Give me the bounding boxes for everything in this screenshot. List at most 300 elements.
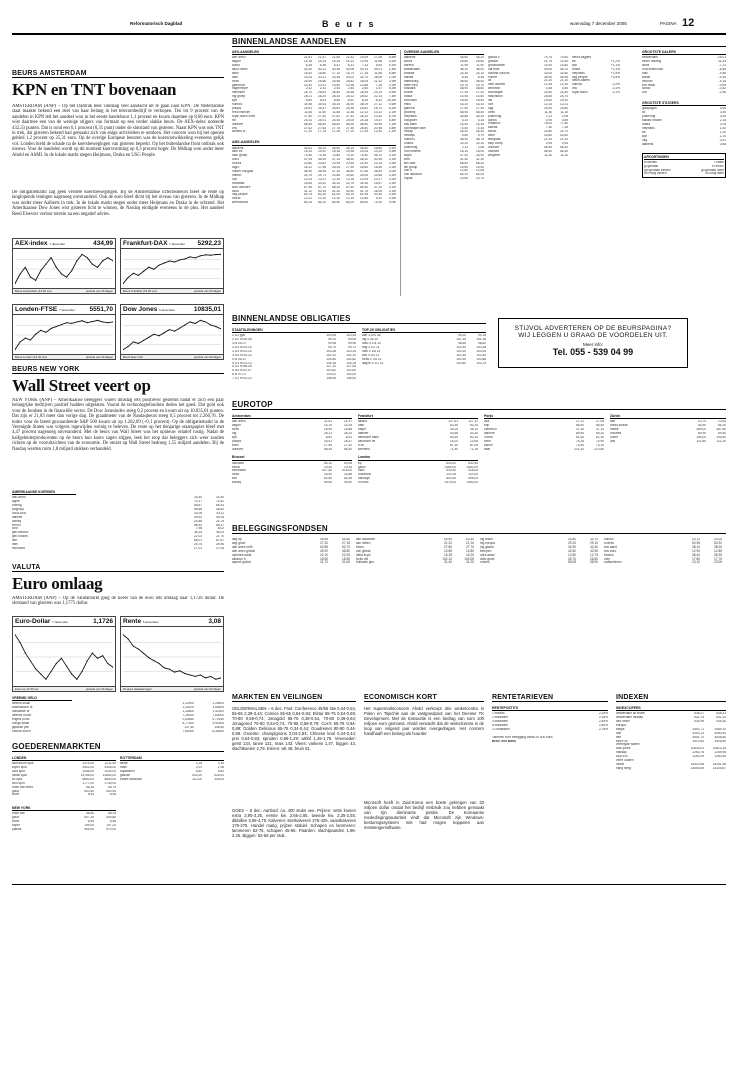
row-value: 507,30 xyxy=(84,816,94,820)
goederen-subtable xyxy=(12,806,116,832)
row-label: hagemeyer xyxy=(232,87,248,91)
row-value: 28,80 xyxy=(374,146,382,150)
row-value: 27,50 xyxy=(304,114,312,118)
data-point xyxy=(205,321,206,322)
data-point xyxy=(200,255,201,256)
row-value: 17,49 xyxy=(360,130,368,134)
row-label: hsbc xyxy=(358,469,365,473)
row-value: 10835,01 xyxy=(690,747,704,751)
row-value: 41,75 xyxy=(360,189,368,193)
chart-dowjones xyxy=(120,304,224,360)
row-label: hunter xyxy=(488,75,498,79)
row-value: 43,30 xyxy=(470,431,478,435)
grootste-block xyxy=(642,50,726,310)
row-value: 1,57 xyxy=(375,87,382,91)
eurotop-londen xyxy=(358,462,478,485)
row-label: sns aand xyxy=(604,544,617,549)
row-label: groothandel xyxy=(488,63,505,67)
row-label: philips xyxy=(232,439,242,443)
row-value: 1,52 xyxy=(719,127,726,130)
row-value: 2,41 xyxy=(319,87,326,91)
row-value: 100,88 xyxy=(476,357,486,361)
row-label: crucell xyxy=(232,162,242,166)
row-value: 434,99 xyxy=(694,720,704,724)
row-value: 27,98 xyxy=(318,166,326,170)
row-value: 28,1m xyxy=(387,99,396,103)
row-value: 34,01 xyxy=(374,67,382,71)
eurotop-frankfurt xyxy=(358,420,478,451)
data-point xyxy=(81,671,82,672)
row-value: 56,30 xyxy=(560,149,568,153)
row-value: 23,19 xyxy=(374,91,382,95)
row-value: 8,51 xyxy=(345,435,352,439)
row-value: 47,15 xyxy=(332,158,340,162)
table-row xyxy=(642,143,726,147)
row-value: 74,42 xyxy=(216,500,224,504)
row-value: 12,13 xyxy=(360,110,368,114)
row-value: 12,35 xyxy=(544,83,552,87)
data-point xyxy=(76,260,77,261)
row-value: 61,00 xyxy=(332,193,340,197)
row-value: 1740,00 xyxy=(104,781,116,785)
row-value: 43,20 xyxy=(460,103,468,107)
data-point xyxy=(81,254,82,255)
row-value: 11,64 xyxy=(304,110,312,114)
row-label: 12 maanden xyxy=(492,727,510,731)
row-value: 12,21 xyxy=(560,102,568,106)
data-point xyxy=(76,321,77,322)
row-value: 17,28 xyxy=(332,130,340,134)
row-value: 12,21 xyxy=(318,177,326,181)
row-label: l'oreal xyxy=(484,435,493,439)
row-value: 0,95 xyxy=(545,141,552,145)
row-value: 73,40 xyxy=(576,443,584,447)
row-value: 19,70 xyxy=(476,83,484,87)
row-label: deense kroon xyxy=(12,713,32,717)
chart-source: Beurs Frankfurt (13.30 uur) xyxy=(123,289,157,293)
row-label: unit 4 xyxy=(404,169,412,173)
row-value: 61,60 xyxy=(576,435,584,439)
row-value: 29,30 xyxy=(560,98,568,102)
data-point xyxy=(153,334,154,335)
row-label: zilver xyxy=(12,820,20,824)
row-label: numico xyxy=(572,83,583,87)
data-point xyxy=(174,261,175,262)
row-value: 69,90 xyxy=(698,431,706,435)
row-value: 21,52 xyxy=(346,56,354,60)
chart-date: 7 december xyxy=(59,308,75,312)
row-value: 7,4m xyxy=(388,95,396,99)
row-value: 87,05 xyxy=(470,443,478,447)
row-value: -4,44 xyxy=(718,75,726,79)
afkortingen-table xyxy=(644,161,724,177)
row-value: 14,60 xyxy=(476,95,484,99)
row-label: ctac xyxy=(642,71,648,75)
row-label: nasdaq xyxy=(616,751,627,755)
row-value: 7,40 xyxy=(545,126,552,130)
row-value: 8,48 xyxy=(109,793,116,797)
row-value: 0,90 xyxy=(545,118,552,122)
row-value: 79,50 xyxy=(560,56,568,59)
row-value: 14,80 xyxy=(544,130,552,134)
row-value: 2211,50 xyxy=(104,762,116,766)
row-value: 127,61 xyxy=(448,420,458,424)
rentetarieven-note: Tarieven voor belegging vanaf 25.000 euro. xyxy=(492,735,554,739)
data-point xyxy=(148,657,149,658)
row-label: verenigde staten xyxy=(616,743,640,747)
data-point xyxy=(205,254,206,255)
indexen-table xyxy=(616,712,726,771)
table-row xyxy=(232,201,396,205)
row-value: 11,60 xyxy=(318,110,326,114)
row-label: koper xyxy=(12,823,20,827)
row-label: asn aandelen xyxy=(356,538,376,541)
row-value: 47,10 xyxy=(332,169,340,173)
row-value: 26,75 xyxy=(194,543,202,547)
row-value: 26,70 xyxy=(304,91,312,95)
row-value: 105,15 xyxy=(346,361,356,365)
row-value: 47,65 xyxy=(360,169,368,173)
chart-date: 7 december xyxy=(169,242,186,246)
staatsleningen-block xyxy=(232,328,356,394)
row-label: heijmans xyxy=(572,71,585,75)
indexen-block xyxy=(616,706,726,846)
row-label: nikkei xyxy=(616,762,625,766)
data-point xyxy=(143,653,144,654)
row-value: 27,64 xyxy=(318,126,326,130)
row-label: delta lloyd xyxy=(356,552,371,557)
row-value: 26,84 xyxy=(332,91,340,95)
row-value: 104,05 xyxy=(464,556,474,561)
row-value: 46,80 xyxy=(360,146,368,150)
row-label: amsterdam all share xyxy=(616,712,645,716)
section-title: B e u r s xyxy=(322,19,376,29)
row-value: 14,90 xyxy=(544,63,552,67)
row-label: aalberts xyxy=(642,142,654,146)
row-value: 14,85 xyxy=(444,548,452,553)
row-value: 36,09 xyxy=(360,103,368,107)
row-label: tkh group xyxy=(404,165,418,169)
row-label: coca-cola xyxy=(12,511,26,515)
eurotop-londen-head: Londen xyxy=(358,455,478,460)
row-label: gamma xyxy=(404,106,415,110)
row-value: -6,55 xyxy=(718,67,726,71)
valuta-headline: Euro omlaag xyxy=(12,574,103,593)
data-point xyxy=(20,341,21,342)
markten-header: MARKTEN EN VEILINGEN xyxy=(232,694,356,702)
grootste-dalers-head: GROOTSTE DALERS xyxy=(642,50,726,55)
row-label: tnt xyxy=(642,130,646,134)
data-point xyxy=(51,257,52,258)
row-value: 26,80 xyxy=(460,60,468,64)
row-value: 930,50 xyxy=(446,469,456,473)
overige-aandelen-block-2 xyxy=(488,56,568,296)
beurs-amsterdam-header: BEURS AMSTERDAM xyxy=(12,70,224,78)
row-value: 0,1m xyxy=(388,193,396,197)
row-label: bever xyxy=(356,544,364,549)
row-value: 103,02 xyxy=(326,373,336,377)
row-value: 25,82 xyxy=(360,106,368,110)
row-label: rolinco xyxy=(604,538,614,541)
row-label: ordina xyxy=(404,142,413,146)
eurotop-block-3 xyxy=(484,414,604,514)
row-value: 64,00 xyxy=(476,173,484,177)
row-value: 12,15 xyxy=(346,197,354,201)
row-label: kas bank xyxy=(404,122,417,126)
row-value: 26,60 xyxy=(476,60,484,64)
row-value: 58,40 xyxy=(318,122,326,126)
row-value: 0,70150 xyxy=(212,717,224,721)
row-value: 37,30 xyxy=(576,428,584,432)
row-value: 34,98 xyxy=(304,103,312,107)
row-label: ftse xyxy=(616,735,622,739)
row-value: 30,30 xyxy=(374,193,382,197)
chart-source: Beurs New York xyxy=(123,355,143,359)
row-value: 21,20 xyxy=(544,79,552,83)
row-value: 103,75 xyxy=(476,361,486,365)
row-value: -3,99 xyxy=(718,83,726,87)
row-value: 63,54 xyxy=(444,538,452,541)
row-value: -7,21 xyxy=(718,64,726,68)
row-value: 8,60 xyxy=(325,435,332,439)
data-point xyxy=(107,663,108,664)
row-value: 63,10 xyxy=(470,424,478,428)
row-value: 42,60 xyxy=(568,548,576,553)
eurotop-block-1 xyxy=(232,414,352,514)
row-value: 9,92 xyxy=(375,197,382,201)
row-label: heijmans xyxy=(642,127,655,130)
valuta-header: VALUTA xyxy=(12,564,224,572)
row-value: 1,32800 xyxy=(182,710,194,714)
goederen-subtable-head: LONDEN xyxy=(12,756,116,761)
fondsen-column xyxy=(356,538,474,565)
row-value: 27,62 xyxy=(332,114,340,118)
row-value: 67,70 xyxy=(318,185,326,189)
eurotop-parijs xyxy=(484,420,604,451)
row-label: hoogvliet xyxy=(404,118,417,122)
data-point xyxy=(35,280,36,281)
data-point xyxy=(92,652,93,653)
top25-head: TOP-25 OBLIGATIES xyxy=(362,328,486,333)
row-value: 74,50 xyxy=(460,126,468,130)
row-value: 24,86 xyxy=(194,519,202,523)
row-value: 28,30 xyxy=(332,95,340,99)
row-value: 61,30 xyxy=(596,435,604,439)
table-row xyxy=(484,448,604,452)
table-row xyxy=(572,91,636,95)
row-value: 11,20 xyxy=(560,110,568,114)
row-value: 74,17 xyxy=(194,500,202,504)
row-value: 14,25 xyxy=(344,424,352,428)
row-value: 27,20 xyxy=(320,540,328,545)
row-value: 505,80 xyxy=(106,816,116,820)
staatsleningen-table xyxy=(232,334,356,381)
chart-title: Euro-Dollar xyxy=(15,618,51,625)
row-label: sns reaal xyxy=(642,83,655,87)
row-value: l=laten xyxy=(714,160,724,164)
row-value: 8,02 xyxy=(217,527,224,531)
row-label: boskalis xyxy=(404,87,416,91)
ftse-line-chart xyxy=(15,316,113,354)
row-value: 53,95 xyxy=(692,540,700,545)
row-value: 74,20 xyxy=(346,154,354,158)
row-label: 2 1/2 nl 06-08 xyxy=(232,338,252,342)
row-value: 3,40 xyxy=(719,111,726,115)
data-point xyxy=(195,257,196,258)
table-row xyxy=(120,778,224,782)
row-value: 18,00 xyxy=(476,149,484,153)
top25-block xyxy=(362,328,486,394)
row-value: 48,70 xyxy=(374,154,382,158)
data-point xyxy=(215,326,216,327)
row-label: telegraaf xyxy=(488,138,501,142)
row-value: 20,62 xyxy=(318,162,326,166)
row-value: 40,13 xyxy=(360,67,368,71)
row-value: 0,8m xyxy=(388,126,396,130)
row-label: sanofi xyxy=(484,443,493,447)
row-value: 1465,00 xyxy=(444,465,456,469)
ad-line-3: Meer info: xyxy=(582,342,603,347)
row-value: 26,90 xyxy=(476,153,484,157)
row-value: 387,50 xyxy=(716,428,726,432)
row-value: 12,22 xyxy=(304,197,312,201)
row-value: 26,95 xyxy=(360,91,368,95)
row-value: 60,75 xyxy=(304,193,312,197)
row-label: allianz xyxy=(358,420,368,424)
row-value: 102,12 xyxy=(326,353,336,357)
row-value: 71,15 xyxy=(470,447,478,451)
row-label: bnp xyxy=(484,424,490,428)
row-value: 69,50 xyxy=(718,431,726,435)
row-label: rabo 3 1/4 10 xyxy=(362,342,381,346)
row-value: 0,0m xyxy=(388,201,396,205)
row-value: 33,00 xyxy=(544,71,552,75)
row-value: 3405,80 xyxy=(714,739,726,743)
row-value: 11,86 xyxy=(374,60,382,64)
row-label: oce xyxy=(488,102,494,106)
row-label: samas xyxy=(488,126,498,130)
row-value: 101,30 xyxy=(456,338,466,342)
row-value: 9,91500 xyxy=(212,721,224,725)
row-value: 44,90 xyxy=(476,130,484,134)
grootste-dalers-table xyxy=(642,56,726,95)
row-value: 199,00 xyxy=(84,823,94,827)
row-value: 46,80 xyxy=(346,169,354,173)
row-value: 2,01 xyxy=(195,766,202,770)
row-value: 7,26000 xyxy=(182,713,194,717)
row-value: 11,90 xyxy=(476,64,484,68)
row-value: 28,12 xyxy=(346,95,354,99)
row-value: 25,31 xyxy=(304,118,312,122)
row-value: 21,10 xyxy=(560,79,568,83)
row-value: 18,60 xyxy=(320,556,328,561)
overige-aandelen-table-1 xyxy=(404,56,484,181)
row-value: 2,08 xyxy=(561,114,568,118)
row-value: 103,28 xyxy=(326,349,336,353)
row-value: 10,88 xyxy=(360,83,368,87)
eurotop-brussel xyxy=(232,462,352,485)
row-value: 21,65 xyxy=(332,56,340,60)
row-value: 2219,00 xyxy=(82,762,94,766)
row-value: 2,05 xyxy=(719,123,726,127)
row-value: 1,44100 xyxy=(182,706,194,710)
chart-period: periode van 20 dagen xyxy=(193,687,221,691)
row-value: 48,20 xyxy=(360,158,368,162)
data-point xyxy=(148,337,149,338)
row-value: 58,25 xyxy=(108,812,116,816)
row-value: 2260,76 xyxy=(692,751,704,755)
data-point xyxy=(92,321,93,322)
row-value: 0,1m xyxy=(388,173,396,177)
row-value: 21,32 xyxy=(374,79,382,83)
advertisement-box[interactable] xyxy=(498,318,688,368)
row-label: gouda v. xyxy=(488,56,500,59)
rentetarieven-table xyxy=(492,712,608,732)
row-value: 26,58 xyxy=(346,91,354,95)
row-label: ruwe olie xyxy=(12,812,25,816)
row-value: 74,50 xyxy=(304,154,312,158)
row-value: 58,37 xyxy=(216,523,224,527)
row-value: 43,80 xyxy=(544,134,552,138)
row-value: 2,35 xyxy=(719,119,726,123)
row-value: 105,18 xyxy=(326,361,336,365)
row-value: 16,20 xyxy=(466,552,474,557)
row-label: randstad xyxy=(232,181,245,185)
row-label: kpn xyxy=(642,134,648,138)
row-value: 58,52 xyxy=(194,523,202,527)
chart-value: 10835,01 xyxy=(193,306,221,313)
row-value: 89,20 xyxy=(596,431,604,435)
row-value: 27,52 xyxy=(344,443,352,447)
row-value: 46,95 xyxy=(318,169,326,173)
row-value: 23,05 xyxy=(714,560,722,565)
data-point xyxy=(20,642,21,643)
row-value: 19,35 xyxy=(344,465,352,469)
row-value: 22,14 xyxy=(374,95,382,99)
row-value: 34,35 xyxy=(360,181,368,185)
row-value: 28,21 xyxy=(324,431,332,435)
row-label: intel xyxy=(12,543,18,547)
data-point xyxy=(107,257,108,258)
row-value: 49,25 xyxy=(216,515,224,519)
data-point xyxy=(30,660,31,661)
row-value: 25,05 xyxy=(360,173,368,177)
row-value: 99,70 xyxy=(328,345,336,349)
row-value: 19,09 xyxy=(360,56,368,60)
data-point xyxy=(159,264,160,265)
row-value: 503,40 xyxy=(84,789,94,793)
row-value: 45,51 xyxy=(304,146,312,150)
goederenmarkten-block xyxy=(12,756,224,876)
goederen-subtable xyxy=(120,756,224,782)
beurs-ny-header: BEURS NEW YORK xyxy=(12,366,224,374)
goederen-subtable xyxy=(12,756,116,797)
row-value: 8,2m xyxy=(388,106,396,110)
row-label: basf xyxy=(358,424,365,428)
row-value: 417,50 xyxy=(322,469,332,473)
row-value: 83,10 xyxy=(470,435,478,439)
row-value: 84,00 xyxy=(346,201,354,205)
row-value: 8,35 xyxy=(361,99,368,103)
row-value: 17,20 xyxy=(476,91,484,95)
row-value: 40,30 xyxy=(304,67,312,71)
row-value: 34,10 xyxy=(332,181,340,185)
chart-source: Beurs Londen (13.30 uur) xyxy=(15,355,47,359)
row-value: 14,10 xyxy=(476,142,484,146)
row-label: lood spot xyxy=(12,770,25,774)
row-value: 127,10 xyxy=(326,365,336,369)
row-label: smit xyxy=(404,157,410,161)
